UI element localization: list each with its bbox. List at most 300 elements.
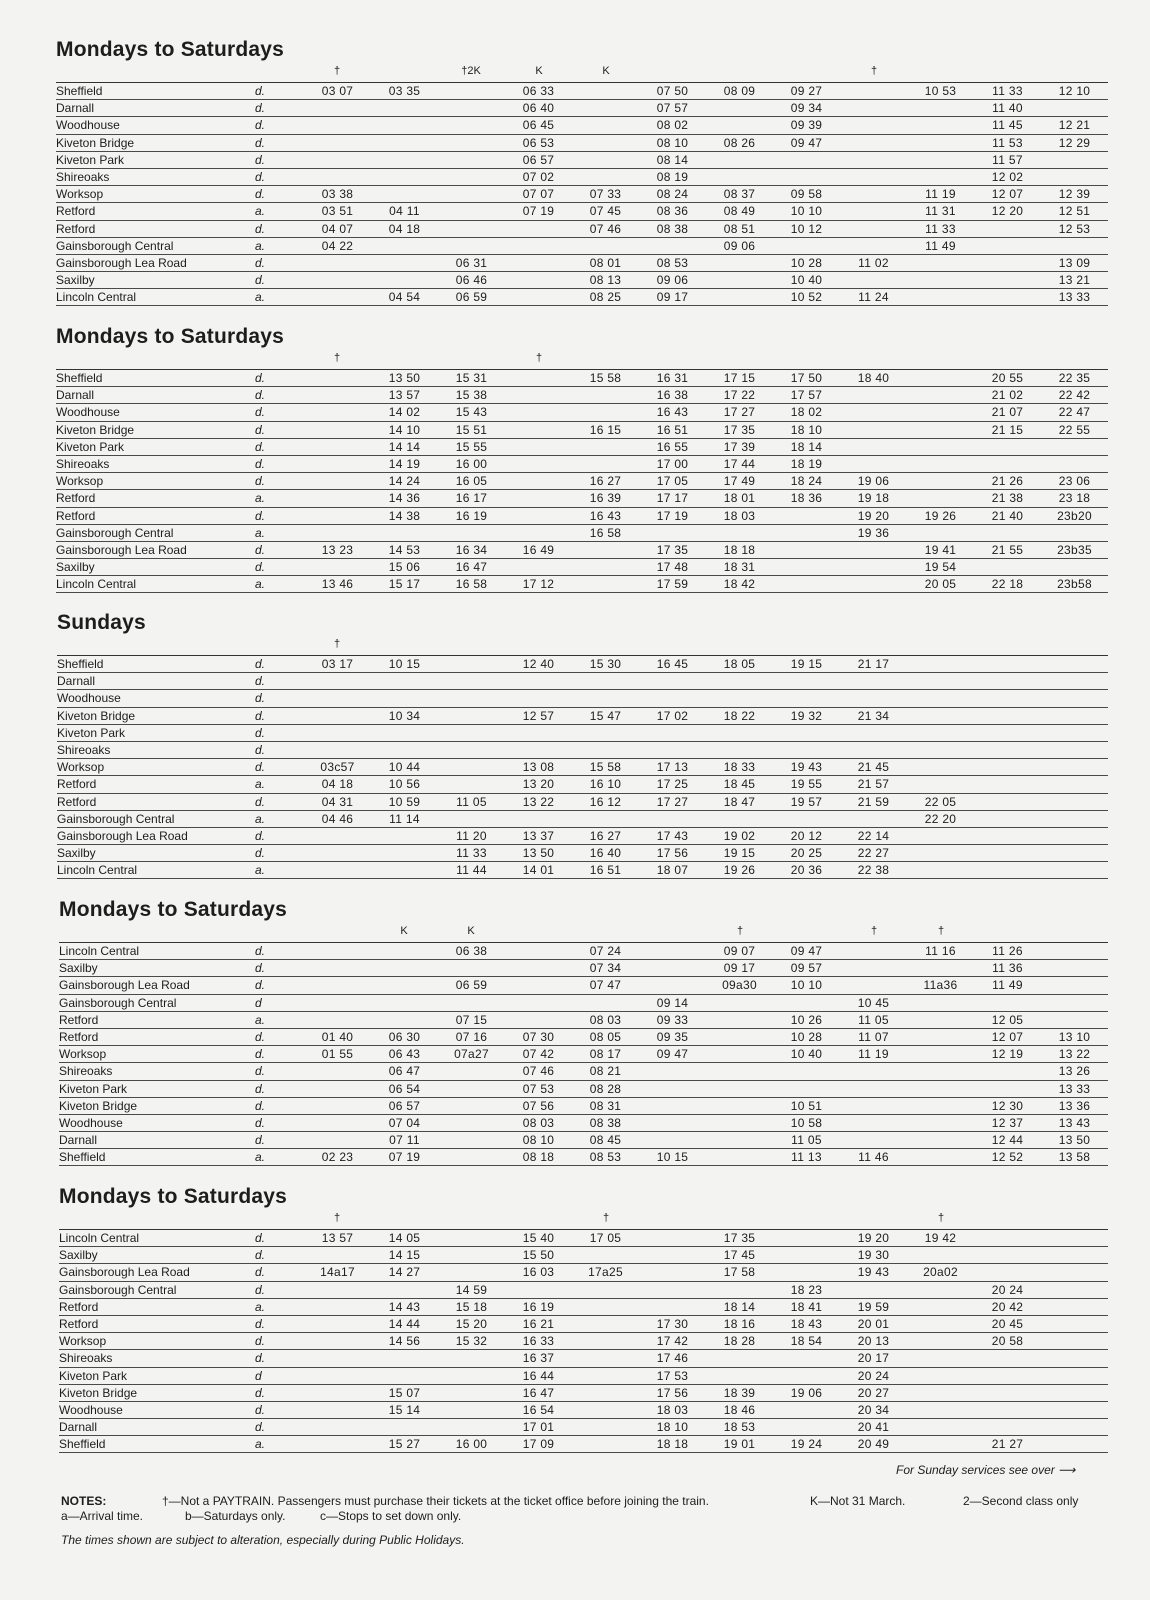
departure-time: 17 30 — [656, 1317, 689, 1332]
departure-time — [1041, 151, 1108, 168]
departure-time: 16 33 — [522, 1334, 555, 1349]
departure-time — [907, 421, 974, 438]
arr-dep-marker: d. — [255, 1098, 266, 1113]
timetable-row — [57, 724, 1108, 741]
departure-time: 08 21 — [589, 1064, 622, 1079]
station-name: Saxilby — [59, 1248, 98, 1263]
departure-time — [907, 776, 974, 793]
departure-time: 17 22 — [723, 388, 756, 403]
departure-time — [907, 1011, 974, 1028]
section-title: Mondays to Saturdays — [59, 1185, 288, 1208]
departure-time: 08 45 — [589, 1133, 622, 1148]
departure-time: 19 43 — [857, 1265, 890, 1280]
station-name: Kiveton Bridge — [59, 1385, 138, 1400]
departure-time — [773, 724, 840, 741]
column-note-flag: †2K — [461, 65, 481, 77]
departure-time — [572, 117, 639, 134]
departure-time: 07 02 — [522, 170, 555, 185]
timetable-grid — [59, 1229, 1108, 1453]
departure-time — [840, 559, 907, 576]
departure-time — [706, 1063, 773, 1080]
departure-time — [907, 100, 974, 117]
departure-time — [505, 387, 572, 404]
departure-time: 13 58 — [1058, 1150, 1091, 1165]
timetable-row — [59, 994, 1108, 1011]
departure-time: 17 35 — [656, 542, 689, 557]
departure-time — [438, 994, 505, 1011]
column-note-flag: † — [333, 65, 341, 77]
departure-time: 04 31 — [321, 794, 354, 809]
station-name: Woodhouse — [57, 691, 121, 706]
departure-time — [304, 100, 371, 117]
departure-time — [907, 1132, 974, 1149]
departure-time — [438, 134, 505, 151]
departure-time — [438, 1384, 505, 1401]
departure-time: 06 30 — [388, 1030, 421, 1045]
column-note-flag: † — [937, 925, 945, 937]
departure-time: 23b20 — [1057, 508, 1092, 523]
column-note-flag: † — [937, 1212, 945, 1224]
timetable-grid — [57, 655, 1108, 879]
departure-time — [706, 100, 773, 117]
departure-time — [371, 724, 438, 741]
departure-time — [907, 1419, 974, 1436]
departure-time: 10 15 — [388, 657, 421, 672]
departure-time: 12 40 — [522, 657, 555, 672]
timetable-row — [56, 490, 1108, 507]
departure-time: 13 20 — [522, 777, 555, 792]
departure-time: 18 19 — [790, 457, 823, 472]
departure-time: 10 28 — [790, 255, 823, 270]
departure-time — [1041, 100, 1108, 117]
departure-time: 09 17 — [723, 961, 756, 976]
departure-time — [505, 237, 572, 254]
timetable-row — [59, 1247, 1108, 1264]
departure-time: 17 49 — [723, 474, 756, 489]
departure-time: 13 33 — [1058, 1081, 1091, 1096]
departure-time: 19 24 — [790, 1437, 823, 1452]
departure-time — [371, 134, 438, 151]
departure-time — [840, 455, 907, 472]
departure-time: 16 43 — [589, 508, 622, 523]
timetable-row — [56, 237, 1108, 254]
departure-time: 11 05 — [791, 1133, 822, 1148]
departure-time: 03 07 — [321, 84, 354, 99]
departure-time: 06 43 — [388, 1047, 421, 1062]
column-note-flag: † — [736, 925, 744, 937]
station-name: Retford — [56, 508, 96, 523]
departure-time: 15 20 — [455, 1317, 488, 1332]
departure-time — [974, 1080, 1041, 1097]
note-k: K—Not 31 March. — [810, 1494, 906, 1508]
departure-time — [907, 289, 974, 306]
departure-time: 15 17 — [388, 577, 421, 592]
departure-time: 17 39 — [723, 439, 756, 454]
departure-time: 04 07 — [321, 221, 354, 236]
departure-time — [907, 707, 974, 724]
timetable-grid — [56, 82, 1108, 306]
arr-dep-marker: a. — [255, 204, 266, 219]
departure-time — [639, 1247, 706, 1264]
timetable-row — [56, 186, 1108, 203]
departure-time: 18 23 — [790, 1282, 823, 1297]
note-second-class: 2—Second class only — [963, 1494, 1079, 1508]
departure-time — [1041, 741, 1108, 758]
departure-time: 07 50 — [656, 84, 689, 99]
departure-time: 21 55 — [991, 542, 1024, 557]
departure-time — [639, 237, 706, 254]
departure-time: 17 42 — [656, 1334, 689, 1349]
departure-time: 20 49 — [857, 1437, 890, 1452]
departure-time: 12 02 — [991, 170, 1024, 185]
arr-dep-marker: d. — [255, 1385, 266, 1400]
departure-time — [438, 1247, 505, 1264]
departure-time — [505, 690, 572, 707]
departure-time: 08 25 — [589, 290, 622, 305]
departure-time — [371, 524, 438, 541]
departure-time — [907, 1384, 974, 1401]
departure-time — [304, 117, 371, 134]
notes-label: NOTES: — [61, 1494, 107, 1508]
departure-time — [371, 673, 438, 690]
departure-time — [907, 862, 974, 879]
departure-time — [706, 168, 773, 185]
departure-time — [639, 741, 706, 758]
departure-time: 17 59 — [656, 577, 689, 592]
departure-time: 23 06 — [1058, 474, 1091, 489]
departure-time — [572, 994, 639, 1011]
departure-time: 12 51 — [1058, 204, 1091, 219]
arr-dep-marker: d. — [255, 944, 266, 959]
departure-time: 18 22 — [723, 708, 756, 723]
departure-time: 12 53 — [1058, 221, 1091, 236]
departure-time — [907, 994, 974, 1011]
departure-time — [505, 438, 572, 455]
arr-dep-marker: a. — [255, 238, 266, 253]
departure-time — [907, 404, 974, 421]
departure-time: 06 38 — [455, 944, 488, 959]
departure-time: 06 59 — [455, 290, 488, 305]
departure-time: 20 25 — [790, 846, 823, 861]
departure-time: 08 53 — [589, 1150, 622, 1165]
departure-time: 10 44 — [388, 760, 421, 775]
departure-time — [371, 960, 438, 977]
arr-dep-marker: d. — [255, 439, 266, 454]
arr-dep-marker: d. — [255, 273, 266, 288]
departure-time — [706, 1367, 773, 1384]
departure-time — [371, 862, 438, 879]
departure-time: 15 50 — [522, 1248, 555, 1263]
departure-time — [438, 690, 505, 707]
departure-time — [840, 1281, 907, 1298]
departure-time: 08 51 — [723, 221, 756, 236]
timetable-row — [56, 576, 1108, 593]
departure-time — [572, 237, 639, 254]
station-name: Saxilby — [56, 273, 95, 288]
departure-time: 04 18 — [321, 777, 354, 792]
departure-time: 08 03 — [589, 1012, 622, 1027]
departure-time: 18 03 — [656, 1402, 689, 1417]
departure-time: 08 18 — [522, 1150, 555, 1165]
station-name: Kiveton Park — [59, 1368, 128, 1383]
departure-time: 22 55 — [1058, 422, 1091, 437]
departure-time: 11a36 — [923, 978, 958, 993]
departure-time — [371, 1367, 438, 1384]
departure-time — [706, 254, 773, 271]
departure-time: 16 47 — [455, 560, 488, 575]
arr-dep-marker: d. — [255, 1047, 266, 1062]
departure-time — [304, 1097, 371, 1114]
arr-dep-marker: d. — [255, 152, 266, 167]
departure-time — [371, 994, 438, 1011]
departure-time: 11 33 — [925, 221, 956, 236]
arr-dep-marker: d — [255, 995, 262, 1010]
column-note-flag: † — [333, 352, 341, 364]
departure-time: 17 05 — [589, 1231, 622, 1246]
departure-time — [371, 977, 438, 994]
station-name: Retford — [59, 1030, 99, 1045]
departure-time: 11 07 — [858, 1030, 889, 1045]
departure-time — [907, 960, 974, 977]
departure-time: 07 30 — [522, 1030, 555, 1045]
station-name: Retford — [56, 491, 96, 506]
station-name: Woodhouse — [59, 1115, 123, 1130]
departure-time — [974, 741, 1041, 758]
arr-dep-marker: d. — [255, 84, 266, 99]
departure-time — [840, 168, 907, 185]
departure-time — [438, 1367, 505, 1384]
departure-time: 07 19 — [522, 204, 555, 219]
timetable-row — [59, 1011, 1108, 1028]
station-name: Kiveton Bridge — [56, 135, 135, 150]
departure-time: 11 19 — [925, 187, 956, 202]
departure-time — [572, 741, 639, 758]
departure-time: 11 33 — [992, 84, 1023, 99]
arr-dep-marker: d. — [255, 371, 266, 386]
departure-time: 17 02 — [656, 708, 689, 723]
departure-time: 19 26 — [924, 508, 957, 523]
departure-time — [438, 1419, 505, 1436]
departure-time: 19 54 — [924, 560, 957, 575]
departure-time — [974, 1384, 1041, 1401]
departure-time: 14 53 — [388, 542, 421, 557]
departure-time: 14 02 — [388, 405, 421, 420]
departure-time: 19 20 — [857, 1231, 890, 1246]
arr-dep-marker: d. — [255, 1317, 266, 1332]
departure-time: 11 26 — [992, 944, 1023, 959]
departure-time: 15 14 — [388, 1402, 421, 1417]
departure-time: 16 40 — [589, 846, 622, 861]
arr-dep-marker: d. — [255, 1420, 266, 1435]
departure-time: 17 48 — [656, 560, 689, 575]
departure-time: 16 44 — [522, 1368, 555, 1383]
arr-dep-marker: d. — [255, 560, 266, 575]
departure-time: 21 38 — [991, 491, 1024, 506]
timetable-row — [57, 810, 1108, 827]
departure-time — [1041, 707, 1108, 724]
timetable-row — [56, 404, 1108, 421]
timetable-row — [59, 1384, 1108, 1401]
departure-time: 18 41 — [790, 1299, 823, 1314]
station-name: Gainsborough Lea Road — [56, 542, 187, 557]
departure-time: 17 35 — [723, 422, 756, 437]
column-note-flag: K — [467, 925, 475, 937]
departure-time — [438, 656, 505, 673]
arr-dep-marker: d. — [255, 170, 266, 185]
departure-time: 13 26 — [1058, 1064, 1091, 1079]
arr-dep-marker: d. — [255, 508, 266, 523]
departure-time: 18 31 — [723, 560, 756, 575]
departure-time: 11 31 — [925, 204, 956, 219]
station-name: Retford — [59, 1317, 99, 1332]
departure-time: 07 04 — [388, 1115, 421, 1130]
departure-time: 13 09 — [1058, 255, 1091, 270]
departure-time — [1041, 1264, 1108, 1281]
departure-time — [1041, 810, 1108, 827]
departure-time — [304, 370, 371, 387]
departure-time — [907, 1097, 974, 1114]
departure-time — [840, 960, 907, 977]
departure-time — [304, 1315, 371, 1332]
departure-time: 11 02 — [858, 255, 889, 270]
departure-time — [572, 559, 639, 576]
timetable-row — [56, 83, 1108, 100]
departure-time: 09 58 — [790, 187, 823, 202]
departure-time: 16 38 — [656, 388, 689, 403]
departure-time: 20 27 — [857, 1385, 890, 1400]
timetable-row — [57, 673, 1108, 690]
departure-time: 08 01 — [589, 255, 622, 270]
departure-time: 17 01 — [522, 1420, 555, 1435]
departure-time — [840, 943, 907, 960]
departure-time — [572, 1384, 639, 1401]
departure-time: 09 35 — [656, 1030, 689, 1045]
departure-time — [639, 1114, 706, 1131]
departure-time: 09a30 — [722, 978, 757, 993]
departure-time — [840, 83, 907, 100]
departure-time: 13 22 — [522, 794, 555, 809]
station-name: Gainsborough Lea Road — [57, 828, 188, 843]
departure-time: 11 05 — [858, 1012, 889, 1027]
departure-time: 14 38 — [388, 508, 421, 523]
departure-time: 06 46 — [455, 273, 488, 288]
station-name: Gainsborough Lea Road — [59, 1265, 190, 1280]
departure-time — [974, 559, 1041, 576]
departure-time — [438, 220, 505, 237]
departure-time — [304, 1350, 371, 1367]
departure-time — [1041, 960, 1108, 977]
departure-time — [304, 994, 371, 1011]
arr-dep-marker: d. — [255, 405, 266, 420]
departure-time: 17 17 — [656, 491, 689, 506]
departure-time: 14 27 — [388, 1265, 421, 1280]
station-name: Darnall — [59, 1420, 98, 1435]
departure-time — [907, 455, 974, 472]
departure-time — [974, 656, 1041, 673]
timetable-row — [59, 1367, 1108, 1384]
timetable-row — [59, 1149, 1108, 1166]
arr-dep-marker: d. — [255, 978, 266, 993]
departure-time: 06 47 — [388, 1064, 421, 1079]
departure-time — [304, 1063, 371, 1080]
departure-time — [639, 690, 706, 707]
departure-time — [1041, 994, 1108, 1011]
departure-time — [773, 1080, 840, 1097]
departure-time — [974, 524, 1041, 541]
departure-time: 08 13 — [589, 273, 622, 288]
departure-time — [371, 151, 438, 168]
arr-dep-marker: d. — [255, 1265, 266, 1280]
departure-time — [304, 1281, 371, 1298]
departure-time: 02 23 — [321, 1150, 354, 1165]
timetable-row — [59, 977, 1108, 994]
station-name: Worksop — [56, 474, 104, 489]
departure-time: 16 43 — [656, 405, 689, 420]
arr-dep-marker: d. — [255, 474, 266, 489]
departure-time: 18 33 — [723, 760, 756, 775]
departure-time — [907, 151, 974, 168]
departure-time: 14 36 — [388, 491, 421, 506]
departure-time: 03 17 — [321, 657, 354, 672]
departure-time — [1041, 1011, 1108, 1028]
timetable-row — [56, 272, 1108, 289]
departure-time: 09 57 — [790, 961, 823, 976]
departure-time — [840, 100, 907, 117]
departure-time: 13 50 — [522, 846, 555, 861]
departure-time: 12 19 — [991, 1047, 1024, 1062]
timetable-row — [59, 1097, 1108, 1114]
departure-time — [907, 1149, 974, 1166]
departure-time — [438, 237, 505, 254]
departure-time: 16 19 — [522, 1299, 555, 1314]
departure-time: 18 16 — [723, 1317, 756, 1332]
departure-time: 11 57 — [992, 152, 1023, 167]
departure-time: 08 38 — [589, 1115, 622, 1130]
departure-time: 14 24 — [388, 474, 421, 489]
departure-time — [505, 1011, 572, 1028]
departure-time: 10 53 — [924, 84, 957, 99]
departure-time: 21 07 — [991, 405, 1024, 420]
arr-dep-marker: d. — [255, 743, 266, 758]
arr-dep-marker: d. — [255, 542, 266, 557]
departure-time: 18 14 — [790, 439, 823, 454]
departure-time: 10 45 — [857, 995, 890, 1010]
arr-dep-marker: d. — [255, 187, 266, 202]
departure-time — [907, 1367, 974, 1384]
departure-time: 06 33 — [522, 84, 555, 99]
departure-time — [639, 673, 706, 690]
departure-time — [773, 524, 840, 541]
timetable-row — [56, 168, 1108, 185]
departure-time — [974, 1264, 1041, 1281]
departure-time — [304, 559, 371, 576]
departure-time — [438, 1114, 505, 1131]
departure-time — [840, 186, 907, 203]
departure-time: 15 32 — [455, 1334, 488, 1349]
departure-time — [438, 741, 505, 758]
departure-time — [706, 1132, 773, 1149]
departure-time — [304, 707, 371, 724]
arr-dep-marker: d — [255, 1368, 262, 1383]
departure-time: 04 11 — [389, 204, 420, 219]
departure-time — [438, 724, 505, 741]
departure-time — [974, 690, 1041, 707]
departure-time — [572, 1247, 639, 1264]
departure-time: 17 43 — [656, 828, 689, 843]
departure-time: 15 51 — [455, 422, 488, 437]
departure-time — [974, 272, 1041, 289]
departure-time — [706, 1281, 773, 1298]
